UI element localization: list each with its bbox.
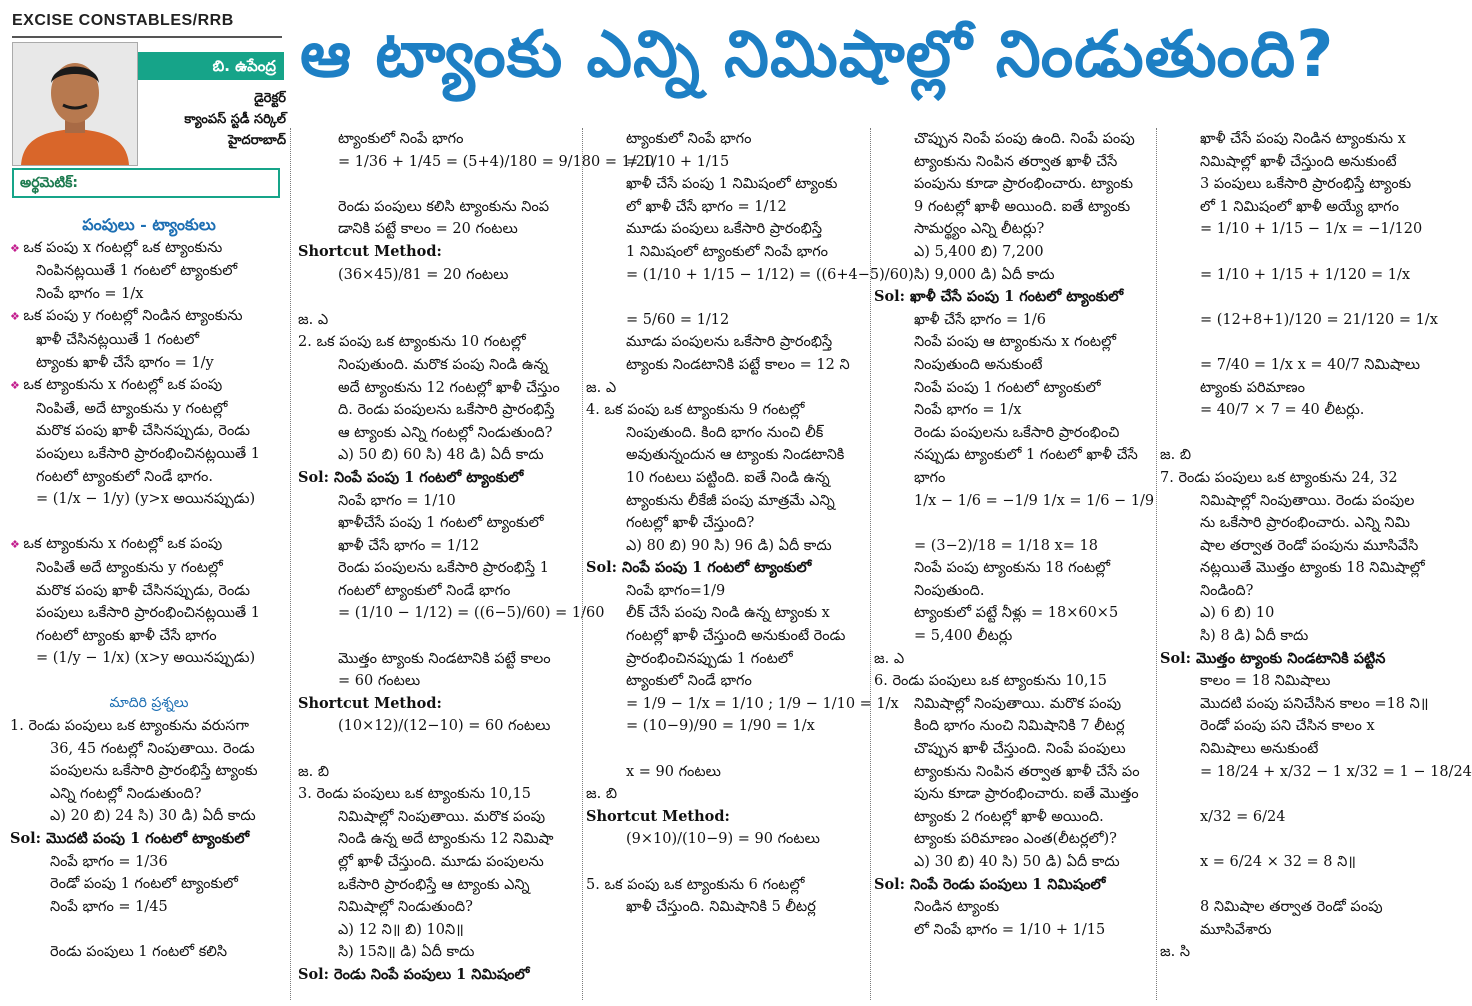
text-line	[1160, 422, 1440, 445]
text-line: కాలం = 18 నిమిషాలు	[1200, 673, 1331, 690]
author-photo	[12, 42, 138, 166]
text-line: ట్యాంకులో నింపే భాగం	[626, 131, 752, 147]
text-line: ట్యాంకును లీకేజీ పంపు మాత్రమే ఎన్ని	[626, 492, 835, 509]
text-line: = (1/x − 1/y) (y>x అయినప్పుడు)	[36, 491, 256, 508]
text-line: నింపుతుంది. కింది భాగం నుంచి లీక్	[626, 424, 824, 441]
text-line: Sol: ఖాళీ చేసే పంపు 1 గంటలో ట్యాంకులో	[874, 288, 1124, 306]
text-line: 1/x − 1/6 = −1/9 1/x = 1/6 − 1/9	[914, 492, 1155, 509]
text-column-4	[874, 128, 1154, 1000]
text-line: రెండు పంపులను ఒకేసారి ప్రారంభించి	[914, 424, 1120, 441]
text-line: ఎ) 6 బి) 10	[1200, 605, 1275, 622]
author-info	[140, 88, 286, 151]
text-line: సామర్థ్యం ఎన్ని లీటర్లు?	[914, 221, 1045, 238]
text-line: (9×10)/(10−9) = 90 గంటలు	[626, 831, 820, 848]
text-line: జ. బి	[298, 763, 329, 780]
text-line: నిమిషాలు అనుకుంటే	[1200, 741, 1319, 758]
text-line	[586, 738, 868, 761]
text-line	[10, 511, 288, 534]
text-line: ట్యాంకును నింపిన తర్వాత ఖాళీ చేసే పం	[914, 763, 1140, 780]
text-line: = 1/10 + 1/15 + 1/120 = 1/x	[1200, 266, 1411, 283]
text-line: జ. బి	[1160, 447, 1191, 464]
text-column-3	[586, 128, 914, 1000]
text-line: సి) 8 డి) ఏదీ కాదు	[1200, 628, 1309, 645]
text-line: Sol: నింపే పంపు 1 గంటలో ట్యాంకులో	[298, 468, 524, 486]
text-line	[1160, 241, 1440, 264]
text-line	[298, 286, 580, 309]
text-line: రెండు పంపులు 1 గంటలో కలిసి	[50, 944, 228, 960]
text-line: నింపుతుంది.	[914, 582, 985, 599]
text-line: 1. రెండు పంపులు ఒక ట్యాంకును వరుసగా	[10, 718, 249, 735]
text-line: = 18/24 + x/32 − 1 x/32 = 1 − 18/24	[1200, 763, 1472, 780]
text-line: 6. రెండు పంపులు ఒక ట్యాంకును 10,15	[874, 673, 1107, 690]
text-line: నిండింది?	[1200, 582, 1254, 599]
text-line: నిమిషాల్లో ఖాళీ చేస్తుంది అనుకుంటే	[1200, 153, 1397, 170]
text-line: ఎ) 50 బి) 60 సి) 48 డి) ఏదీ కాదు	[338, 447, 544, 464]
text-line	[10, 918, 288, 941]
text-line: నింపే పంపు ట్యాంకును 18 గంటల్లో	[914, 560, 1111, 577]
text-line: మరొక పంపు ఖాళీ చేసినప్పుడు, రెండు	[36, 423, 251, 440]
text-line: ఎ) 12 ని॥ బి) 10ని॥	[338, 921, 464, 938]
text-line	[298, 738, 580, 761]
text-line: సి) 9,000 డి) ఏదీ కాదు	[914, 266, 1055, 283]
text-line: = 40/7 × 7 = 40 లీటర్లు.	[1200, 402, 1365, 419]
text-line: = (1/y − 1/x) (x>y అయినప్పుడు)	[36, 650, 256, 667]
text-line: 3. రెండు పంపులు ఒక ట్యాంకును 10,15	[298, 786, 531, 803]
text-line: షాల తర్వాత రెండో పంపును మూసివేసి	[1200, 537, 1419, 554]
text-line: ఒకేసారి ప్రారంభిస్తే ఆ ట్యాంకు ఎన్ని	[338, 876, 530, 893]
text-line: నింపే భాగం = 1/45	[50, 898, 168, 915]
text-line: నింపే పంపు ఆ ట్యాంకును x గంటల్లో	[914, 334, 1116, 351]
text-line: = 60 గంటలు	[338, 673, 421, 690]
text-line: మూసివేశారు	[1200, 921, 1272, 938]
text-column-1	[10, 214, 288, 1000]
column-divider	[582, 128, 583, 1000]
text-line: (10×12)/(12−10) = 60 గంటలు	[338, 718, 551, 735]
text-line: = 1/9 − 1/x = 1/10 ; 1/9 − 1/10 = 1/x	[626, 695, 899, 712]
text-line: ట్యాంకు ఖాళీ చేసే భాగం = 1/y	[36, 354, 214, 371]
text-line: డానికి పట్టే కాలం = 20 గంటలు	[338, 221, 518, 238]
text-line: = (10−9)/90 = 1/90 = 1/x	[626, 718, 815, 735]
text-line	[1160, 874, 1440, 897]
text-line: 36, 45 గంటల్లో నింపుతాయి. రెండు	[50, 740, 255, 757]
text-line	[1160, 331, 1440, 354]
text-line: నింపే పంపు 1 గంటలో ట్యాంకులో	[914, 379, 1101, 396]
text-line: ఖాళీ చేసినట్లయితే 1 గంటలో	[36, 331, 200, 348]
text-line: లో నింపే భాగం = 1/10 + 1/15	[914, 921, 1106, 938]
text-line	[1160, 828, 1440, 851]
text-line: x/32 = 6/24	[1200, 808, 1286, 825]
text-line: నింపే భాగం = 1/10	[338, 492, 456, 509]
person-portrait-icon	[13, 43, 137, 165]
text-line: నింపే భాగం = 1/36	[50, 853, 168, 870]
text-line: గంటల్లో ఖాళీ చేస్తుంది అనుకుంటే రెండు	[626, 628, 846, 645]
text-line: అదే ట్యాంకును 12 గంటల్లో ఖాళీ చేస్తుం	[338, 379, 560, 396]
text-line: x = 6/24 × 32 = 8 ని॥	[1200, 854, 1356, 870]
text-line: ఖాళీ చేసే భాగం = 1/12	[338, 537, 480, 554]
text-line: నిమిషాల్లో నింపుతాయి. రెండు పంపుల	[1200, 492, 1415, 509]
text-line: పును కూడా ప్రారంభించారు. ఐతే మొత్తం	[914, 786, 1139, 803]
text-line: నింపే భాగం = 1/x	[36, 285, 144, 302]
text-line: జ. ఎ	[298, 311, 329, 328]
text-line: Sol: నింపే రెండు పంపులు 1 నిమిషంలో	[874, 875, 1106, 893]
text-line: Sol: నింపే పంపు 1 గంటలో ట్యాంకులో	[586, 559, 812, 577]
text-line: పంపులు ఒకేసారి ప్రారంభించినట్లయితే 1	[36, 605, 261, 622]
text-line: మాదిరి ప్రశ్నలు	[109, 695, 189, 712]
text-line: గంటలో ట్యాంకులో నిండే భాగం.	[36, 468, 213, 485]
text-line: అవుతున్నందున ఆ ట్యాంకు నిండటానికి	[626, 447, 845, 464]
text-line: మరొక పంపు ఖాళీ చేసినప్పుడు, రెండు	[36, 582, 251, 599]
text-line: ను ఒకేసారి ప్రారంభించారు. ఎన్ని నిమి	[1200, 515, 1410, 532]
text-line: = 5/60 = 1/12	[626, 311, 730, 328]
text-line: ఆ ట్యాంకు ఎన్ని గంటల్లో నిండుతుంది?	[338, 424, 553, 441]
text-line: ❖ ఒక పంపు x గంటల్లో ఒక ట్యాంకును	[10, 237, 288, 261]
text-line	[586, 851, 868, 874]
text-line: గంటల్లో ఖాళీ చేస్తుంది?	[626, 515, 755, 532]
text-line: = 1/10 + 1/15	[626, 153, 730, 170]
column-divider	[870, 128, 871, 1000]
text-line: ల్లో ఖాళీ చేస్తుంది. మూడు పంపులను	[338, 854, 544, 870]
text-line: = (1/10 + 1/15 − 1/12) = ((6+4−5)/60)	[626, 266, 914, 283]
text-line: = 7/40 = 1/x x = 40/7 నిమిషాలు	[1200, 356, 1421, 373]
text-line: ఎన్ని గంటల్లో నిండుతుంది?	[50, 785, 202, 802]
text-line: Sol: మొత్తం ట్యాంకు నిండటానికి పట్టిన	[1160, 649, 1386, 667]
text-line: 3 పంపులు ఒకేసారి ప్రారంభిస్తే ట్యాంకు	[1200, 176, 1412, 193]
text-line: జ. సి	[1160, 944, 1190, 961]
text-line	[1160, 286, 1440, 309]
text-line: ట్యాంకు పరిమాణం ఎంత(లీటర్లలో)?	[914, 831, 1117, 848]
text-line: ఎ) 20 బి) 24 సి) 30 డి) ఏదీ కాదు	[50, 808, 256, 825]
text-column-2	[298, 128, 655, 1000]
text-line: పంపును కూడా ప్రారంభించారు. ట్యాంకు	[914, 176, 1133, 193]
text-line: ట్యాంకు 2 గంటల్లో ఖాళీ అయింది.	[914, 808, 1104, 825]
text-line: మూడు పంపులు ఒకేసారి ప్రారంభిస్తే	[626, 221, 823, 238]
text-line: నింపే భాగం=1/9	[626, 582, 726, 599]
text-line: చొప్పున ఖాళీ చేస్తుంది. నింపే పంపులు	[914, 741, 1126, 758]
text-line: నింపుతుంది అనుకుంటే	[914, 356, 1043, 373]
text-line: నింపే భాగం = 1/x	[914, 402, 1022, 419]
text-line: గంటలో ట్యాంకులో నిండే భాగం	[338, 582, 511, 599]
text-line: లీక్ చేసే పంపు నిండి ఉన్న ట్యాంకు x	[626, 605, 830, 622]
text-line: Shortcut Method:	[298, 242, 442, 260]
text-line: నింపితే అదే ట్యాంకును y గంటల్లో	[36, 559, 223, 576]
text-line: Sol: రెండు నింపే పంపులు 1 నిమిషంలో	[298, 965, 530, 983]
text-line: పంపులు ఒకేసారి ప్రారంభించినట్లయితే 1	[36, 445, 261, 462]
text-line	[1160, 783, 1440, 806]
text-line: మొదటి పంపు పనిచేసిన కాలం =18 ని॥	[1200, 695, 1429, 712]
text-line: ట్యాంకులో పట్టే నీళ్లు = 18×60×5	[914, 605, 1119, 622]
text-line: = (3−2)/18 = 1/18 x= 18	[914, 537, 1098, 554]
text-line: నిండిన ట్యాంకు	[914, 899, 1000, 916]
text-line: పంపులు - ట్యాంకులు	[82, 215, 216, 234]
text-line: ఖాళీ చేసే భాగం = 1/6	[914, 311, 1047, 328]
text-column-5	[1160, 128, 1472, 1000]
text-line: నప్పుడు ట్యాంకులో 1 గంటలో ఖాళీ చేసే	[914, 447, 1138, 464]
text-line: 5. ఒక పంపు ఒక ట్యాంకును 6 గంటల్లో	[586, 876, 805, 893]
text-line: ఖాళీచేసే పంపు 1 గంటలో ట్యాంకులో	[338, 515, 544, 532]
text-line: నిమిషాల్లో నిండుతుంది?	[338, 899, 473, 916]
text-line: = (12+8+1)/120 = 21/120 = 1/x	[1200, 311, 1438, 328]
text-line: Sol: మొదటి పంపు 1 గంటలో ట్యాంకులో	[10, 830, 250, 848]
text-line: నిమిషాల్లో నింపుతాయి. మరొక పంపు	[914, 695, 1122, 712]
author-organization: క్యాంపస్ స్టడీ సర్కిల్	[184, 112, 286, 127]
text-line: ది. రెండు పంపులను ఒకేసారి ప్రారంభిస్తే	[338, 402, 555, 419]
text-line: మొత్తం ట్యాంకు నిండటానికి పట్టే కాలం	[338, 650, 551, 667]
text-line: 9 గంటల్లో ఖాళీ అయింది. ఐతే ట్యాంకు	[914, 198, 1131, 215]
section-tag: EXCISE CONSTABLES/RRB	[12, 12, 234, 29]
text-line: 1 నిమిషంలో ట్యాంకులో నింపే భాగం	[626, 243, 829, 260]
text-line: ట్యాంకు పరిమాణం	[1200, 379, 1305, 396]
article-title: ఆ ట్యాంకు ఎన్ని నిమిషాల్లో నిండుతుంది?	[300, 18, 1335, 92]
topic-label: అర్థమెటిక్:	[12, 168, 280, 198]
text-line: ఎ) 30 బి) 40 సి) 50 డి) ఏదీ కాదు	[914, 854, 1120, 870]
text-line: పంపులను ఒకేసారి ప్రారంభిస్తే ట్యాంకు	[50, 763, 258, 780]
text-line	[10, 670, 288, 693]
text-line: ❖ ఒక ట్యాంకును x గంటల్లో ఒక పంపు	[10, 533, 288, 557]
text-line: ఖాళీ చేస్తుంది. నిమిషానికి 5 లీటర్ల	[626, 899, 816, 916]
section-tag-underline	[12, 36, 282, 38]
text-line: నిమిషాల్లో నింపుతాయి. మరొక పంపు	[338, 808, 546, 825]
text-line: x = 90 గంటలు	[626, 763, 721, 780]
text-line	[586, 286, 868, 309]
text-line: చొప్పున నింపే పంపు ఉంది. నింపే పంపు	[914, 131, 1135, 147]
column-divider	[290, 128, 291, 1000]
author-city: హైదరాబాద్	[228, 133, 286, 148]
text-line: Shortcut Method:	[586, 807, 730, 825]
text-line: ట్యాంకు నిండటానికి పట్టే కాలం = 12 ని	[626, 356, 850, 373]
text-line: (36×45)/81 = 20 గంటలు	[338, 266, 509, 283]
text-line: = 1/36 + 1/45 = (5+4)/180 = 9/180 = 1/20	[338, 153, 655, 170]
author-name: బి. ఉపేంద్ర	[138, 52, 284, 80]
text-line: నింపుతుంది. మరొక పంపు నిండి ఉన్న	[338, 356, 549, 373]
text-line: నింపితే, అదే ట్యాంకును y గంటల్లో	[36, 400, 228, 417]
text-line: = 1/10 + 1/15 − 1/x = −1/120	[1200, 221, 1423, 238]
text-line: జ. ఎ	[874, 650, 905, 667]
text-line: నింపినట్లయితే 1 గంటలో ట్యాంకులో	[36, 263, 238, 280]
text-line: రెండు పంపులను ఒకేసారి ప్రారంభిస్తే 1	[338, 560, 549, 577]
text-line: భాగం	[914, 469, 946, 486]
text-line	[298, 173, 580, 196]
text-line	[874, 512, 1154, 535]
text-line: జ. బి	[586, 786, 617, 803]
text-line: జ. ఎ	[586, 379, 617, 396]
text-line: 8 నిమిషాల తర్వాత రెండో పంపు	[1200, 899, 1383, 916]
text-line: ఎ) 80 బి) 90 సి) 96 డి) ఏదీ కాదు	[626, 537, 832, 554]
column-divider	[1156, 128, 1157, 1000]
text-line: లో 1 నిమిషంలో ఖాళీ అయ్యే భాగం	[1200, 198, 1399, 215]
text-line: 7. రెండు పంపులు ఒక ట్యాంకును 24, 32	[1160, 469, 1398, 486]
text-line: లో ఖాళీ చేసే భాగం = 1/12	[626, 198, 787, 215]
text-line: రెండో పంపు పని చేసిన కాలం x	[1200, 718, 1375, 735]
text-line: ట్యాంకులో నింపే భాగం	[338, 131, 464, 147]
text-line: ఖాళీ చేసే పంపు 1 నిమిషంలో ట్యాంకు	[626, 176, 838, 193]
text-line: ఖాళీ చేసే పంపు నిండిన ట్యాంకును x	[1200, 131, 1406, 147]
text-line: 10 గంటలు పట్టింది. ఐతే నిండి ఉన్న	[626, 469, 830, 486]
text-line: 4. ఒక పంపు ఒక ట్యాంకును 9 గంటల్లో	[586, 402, 805, 419]
text-line: మూడు పంపులను ఒకేసారి ప్రారంభిస్తే	[626, 334, 833, 351]
text-line: గంటలో ట్యాంకు ఖాళీ చేసే భాగం	[36, 627, 217, 644]
text-line: కింది భాగం నుంచి నిమిషానికి 7 లీటర్ల	[914, 718, 1125, 735]
text-line: Shortcut Method:	[298, 694, 442, 712]
text-line: ట్యాంకులో నిండే భాగం	[626, 673, 752, 690]
text-line: = 5,400 లీటర్లు	[914, 628, 1013, 645]
text-line: ప్రారంభించినప్పుడు 1 గంటలో	[626, 650, 793, 667]
text-line: ❖ ఒక ట్యాంకును x గంటల్లో ఒక పంపు	[10, 374, 288, 398]
text-line: రెండో పంపు 1 గంటలో ట్యాంకులో	[50, 876, 238, 893]
text-line: నిండి ఉన్న అదే ట్యాంకును 12 నిమిషా	[338, 831, 554, 848]
text-line	[298, 625, 580, 648]
text-line: 2. ఒక పంపు ఒక ట్యాంకును 10 గంటల్లో	[298, 334, 526, 351]
author-role: డైరెక్టర్	[254, 91, 286, 106]
text-line: ఎ) 5,400 బి) 7,200	[914, 243, 1044, 260]
text-line: = (1/10 − 1/12) = ((6−5)/60) = 1/60	[338, 605, 605, 622]
text-line: ట్యాంకును నింపిన తర్వాత ఖాళీ చేసే	[914, 153, 1118, 170]
text-line: ❖ ఒక పంపు y గంటల్లో నిండిన ట్యాంకును	[10, 305, 288, 329]
text-line: నట్లయితే మొత్తం ట్యాంకు 18 నిమిషాల్లో	[1200, 560, 1425, 577]
text-line: సి) 15ని॥ డి) ఏదీ కాదు	[338, 944, 475, 961]
text-line: రెండు పంపులు కలిసి ట్యాంకును నింప	[338, 198, 550, 215]
